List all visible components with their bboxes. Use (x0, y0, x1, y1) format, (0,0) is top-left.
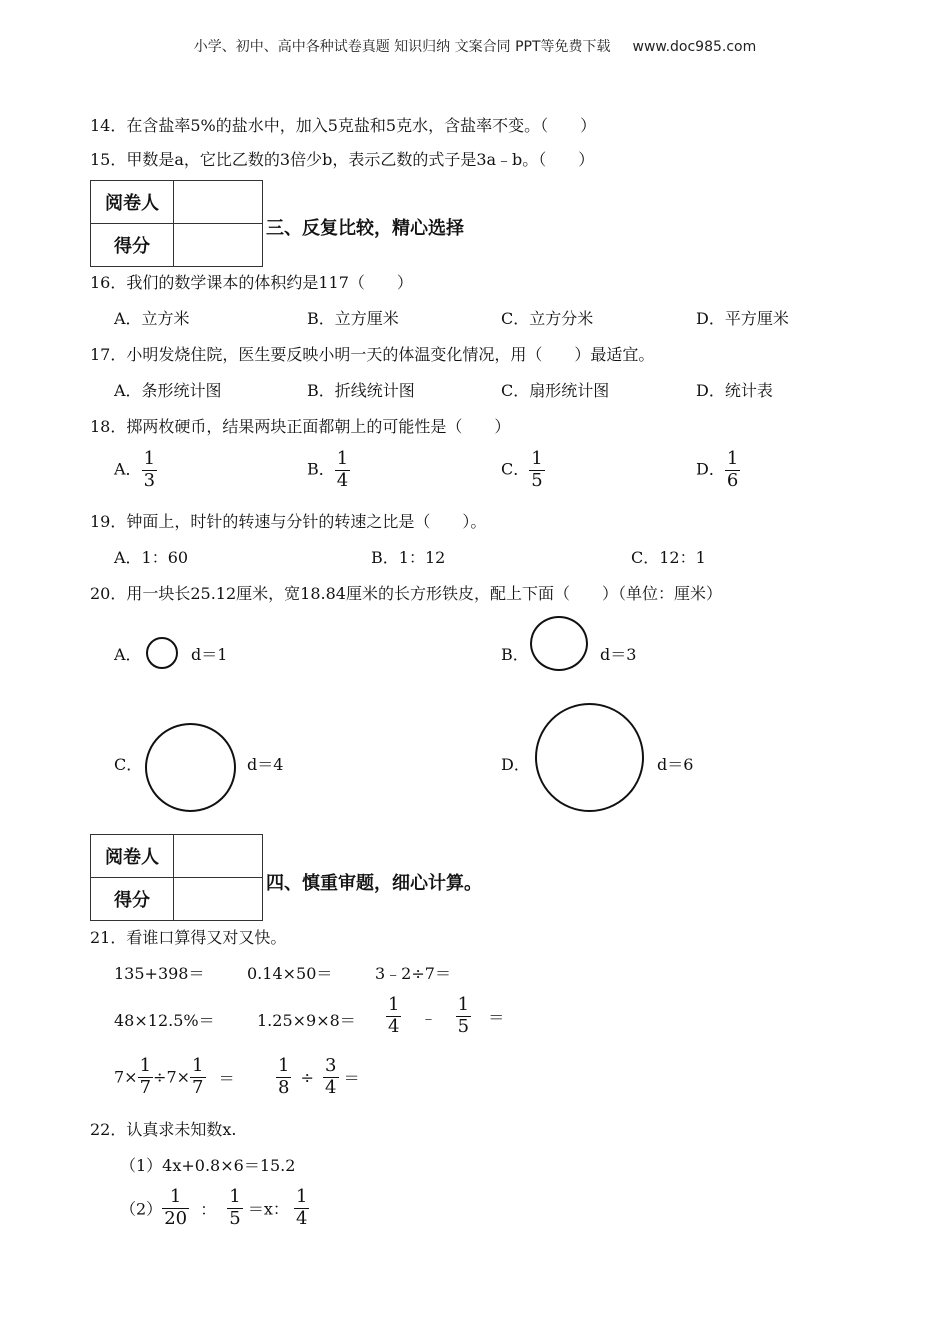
q18-option-d[interactable]: D． $\frac{1}{6}$ (696, 448, 739, 491)
q20-option-d[interactable]: D． (501, 755, 530, 774)
q20-option-b[interactable]: B． (501, 645, 529, 664)
score-box-2 (90, 834, 263, 921)
q17-option-c[interactable]: C．扇形统计图 (501, 381, 610, 400)
fraction: $\frac{1}{6}$ (726, 448, 739, 491)
score-cell[interactable] (174, 878, 263, 921)
q16-option-c[interactable]: C．立方分米 (501, 309, 594, 328)
question-15: 15．甲数是a，它比乙数的3倍少b，表示乙数的式子是3a﹣b。（ ） (90, 150, 595, 169)
circle-d6-icon (535, 703, 644, 812)
reviewer-cell[interactable] (174, 835, 263, 878)
question-14: 14．在含盐率5%的盐水中，加入5克盐和5克水，含盐率不变。（ ） (90, 116, 597, 135)
equation-1: （1）4x+0.8×6＝15.2 (120, 1156, 296, 1175)
q20-option-a[interactable]: A． (114, 645, 142, 664)
calc-fraction-expr: $\frac{1}{4}$ ﹣ $\frac{1}{5}$ ＝ (388, 994, 505, 1037)
question-16: 16．我们的数学课本的体积约是117（ ） (90, 273, 413, 292)
circle-d3-icon (530, 616, 588, 671)
question-17: 17．小明发烧住院，医生要反映小明一天的体温变化情况，用（ ）最适宜。 (90, 345, 655, 364)
q16-option-a[interactable]: A．立方米 (114, 309, 190, 328)
q17-option-a[interactable]: A．条形统计图 (114, 381, 222, 400)
question-21: 21．看谁口算得又对又快。 (90, 928, 287, 947)
calc-item: 3﹣2÷7＝ (375, 964, 451, 983)
calc-item: 1.25×9×8＝ (257, 1011, 356, 1030)
q18-option-c[interactable]: C． $\frac{1}{5}$ (501, 448, 543, 491)
q20-b-diameter: d＝3 (600, 645, 637, 664)
q20-a-diameter: d＝1 (191, 645, 228, 664)
q20-d-diameter: d＝6 (657, 755, 694, 774)
fraction: $\frac{1}{5}$ (531, 448, 543, 491)
score-label: 得分 (91, 224, 174, 267)
q20-c-diameter: d＝4 (247, 755, 284, 774)
circle-d1-icon (146, 637, 178, 669)
score-label: 得分 (91, 878, 174, 921)
q17-option-d[interactable]: D．统计表 (696, 381, 773, 400)
q17-option-b[interactable]: B．折线统计图 (307, 381, 415, 400)
page-header (0, 36, 950, 56)
calc-fraction-expr: $\frac{1}{8}$ ÷ $\frac{3}{4}$ ＝ (278, 1055, 360, 1098)
equation-2: （2） $\frac{1}{20}$ ： $\frac{1}{5}$ ＝x： $\frac{1}{4}$ (120, 1186, 308, 1229)
section-3-title: 三、反复比较，精心选择 (266, 218, 464, 239)
question-18: 18．掷两枚硬币，结果两块正面都朝上的可能性是（ ） (90, 417, 511, 436)
q19-option-c[interactable]: C．12：1 (631, 548, 706, 567)
calc-fraction-expr: 7× $\frac{1}{7}$ ÷7× $\frac{1}{7}$ ＝ (114, 1055, 235, 1098)
question-22: 22．认真求未知数x. (90, 1120, 237, 1139)
fraction: $\frac{1}{4}$ (336, 448, 349, 491)
section-4-title: 四、慎重审题，细心计算。 (266, 873, 482, 894)
header-text: 小学、初中、高中各种试卷真题 知识归纳 文案合同 PPT等免费下载 (193, 39, 611, 55)
q20-option-c[interactable]: C． (114, 755, 143, 774)
reviewer-cell[interactable] (174, 181, 263, 224)
question-20: 20．用一块长25.12厘米，宽18.84厘米的长方形铁皮，配上下面（ ）（单位：厘米） (90, 584, 722, 603)
q18-option-a[interactable]: A． $\frac{1}{3}$ (114, 448, 156, 491)
question-19: 19．钟面上，时针的转速与分针的转速之比是（ ）。 (90, 512, 487, 531)
q19-option-b[interactable]: B．1：12 (371, 548, 446, 567)
calc-item: 135+398＝ (114, 964, 205, 983)
q19-option-a[interactable]: A．1：60 (114, 548, 189, 567)
reviewer-label: 阅卷人 (91, 835, 174, 878)
q16-option-b[interactable]: B．立方厘米 (307, 309, 399, 328)
reviewer-label: 阅卷人 (91, 181, 174, 224)
circle-d4-icon (145, 723, 236, 812)
q18-option-b[interactable]: B． $\frac{1}{4}$ (307, 448, 349, 491)
calc-item: 0.14×50＝ (247, 964, 333, 983)
score-box-1 (90, 180, 263, 267)
calc-item: 48×12.5%＝ (114, 1011, 215, 1030)
score-cell[interactable] (174, 224, 263, 267)
header-site[interactable]: www.doc985.com (632, 39, 757, 55)
fraction: $\frac{1}{3}$ (143, 448, 156, 491)
q16-option-d[interactable]: D．平方厘米 (696, 309, 789, 328)
